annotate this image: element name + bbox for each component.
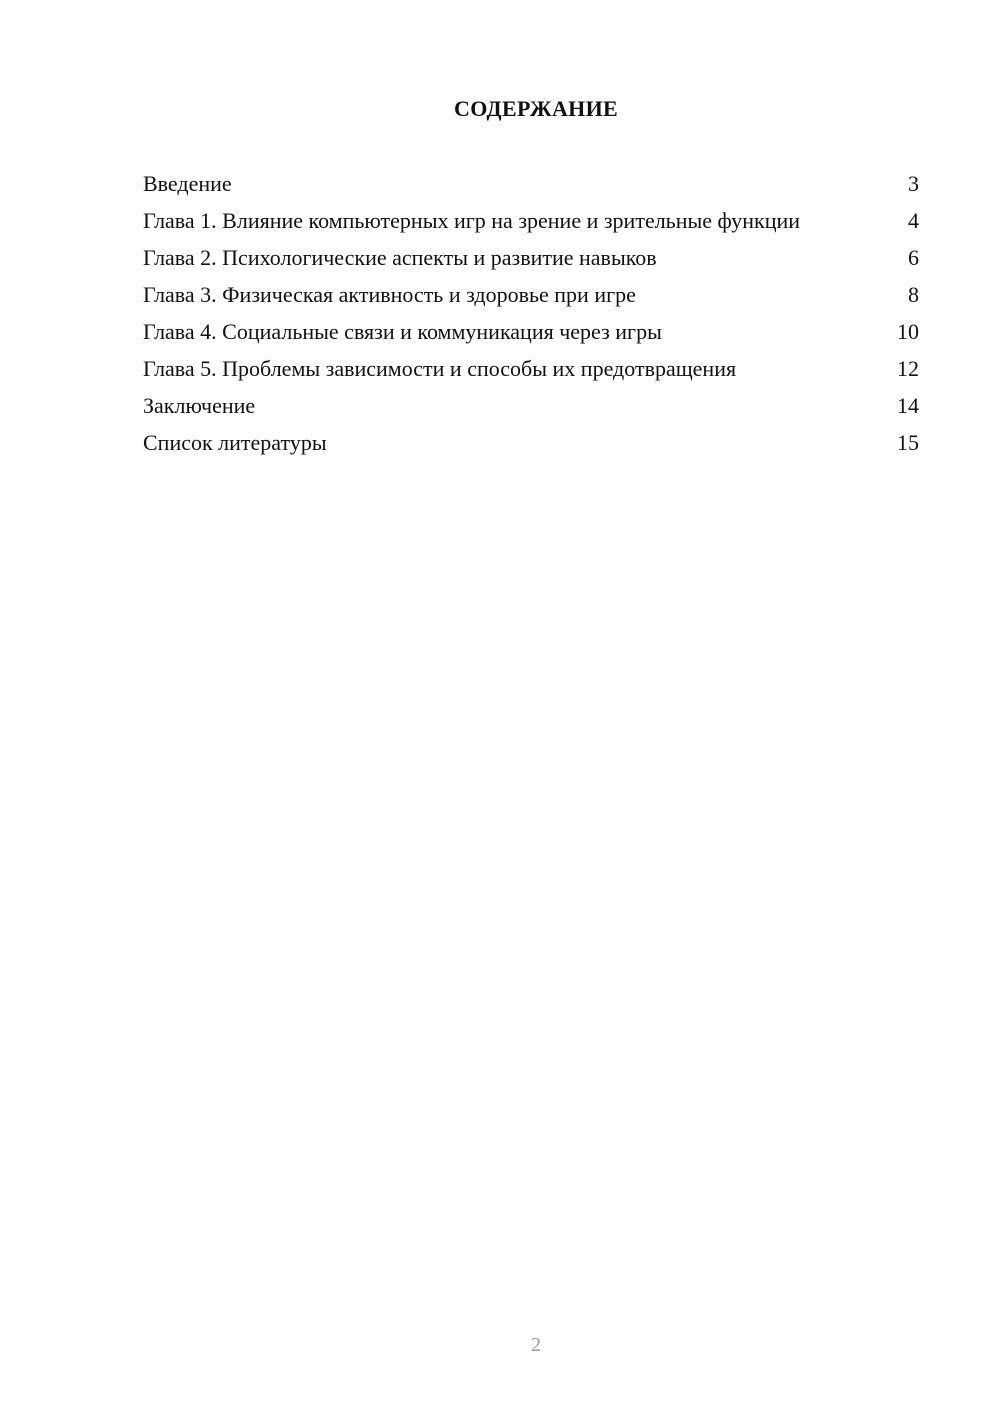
toc-entry-page: 6	[908, 245, 919, 270]
toc-entry-page: 14	[897, 393, 919, 418]
toc-entry-page: 10	[897, 319, 919, 344]
toc-entry-title: Глава 4. Социальные связи и коммуникация через игры	[143, 319, 662, 344]
toc-entry-chapter-4	[143, 318, 919, 346]
toc-entry-page: 8	[908, 282, 919, 307]
toc-entry-conclusion	[143, 392, 919, 420]
toc-entry-chapter-5	[143, 355, 919, 383]
toc-entry-chapter-3	[143, 281, 919, 309]
toc-entry-title: Глава 1. Влияние компьютерных игр на зрение и зрительные функции	[143, 208, 801, 233]
toc-entry-page: 4	[908, 208, 919, 233]
toc-entry-title: Введение	[143, 171, 232, 196]
toc-entry-title: Список литературы	[143, 430, 327, 455]
toc-entry-page: 12	[897, 356, 919, 381]
toc-entry-page: 3	[908, 171, 919, 196]
toc-entry-chapter-2	[143, 244, 919, 272]
toc-entry-title: Глава 3. Физическая активность и здоровье при игре	[143, 282, 636, 307]
toc-entry-chapter-1	[143, 207, 919, 235]
toc-entry-references	[143, 429, 919, 457]
toc-entry-title: Заключение	[143, 393, 256, 418]
toc-entry-introduction	[143, 170, 919, 198]
table-of-contents	[143, 170, 919, 466]
page-number: 2	[531, 1334, 541, 1356]
toc-entry-title: Глава 5. Проблемы зависимости и способы их предотвращения	[143, 356, 737, 381]
page-title: СОДЕРЖАНИЕ	[454, 96, 618, 121]
toc-entry-title: Глава 2. Психологические аспекты и развитие навыков	[143, 245, 657, 270]
toc-entry-page: 15	[897, 430, 919, 455]
